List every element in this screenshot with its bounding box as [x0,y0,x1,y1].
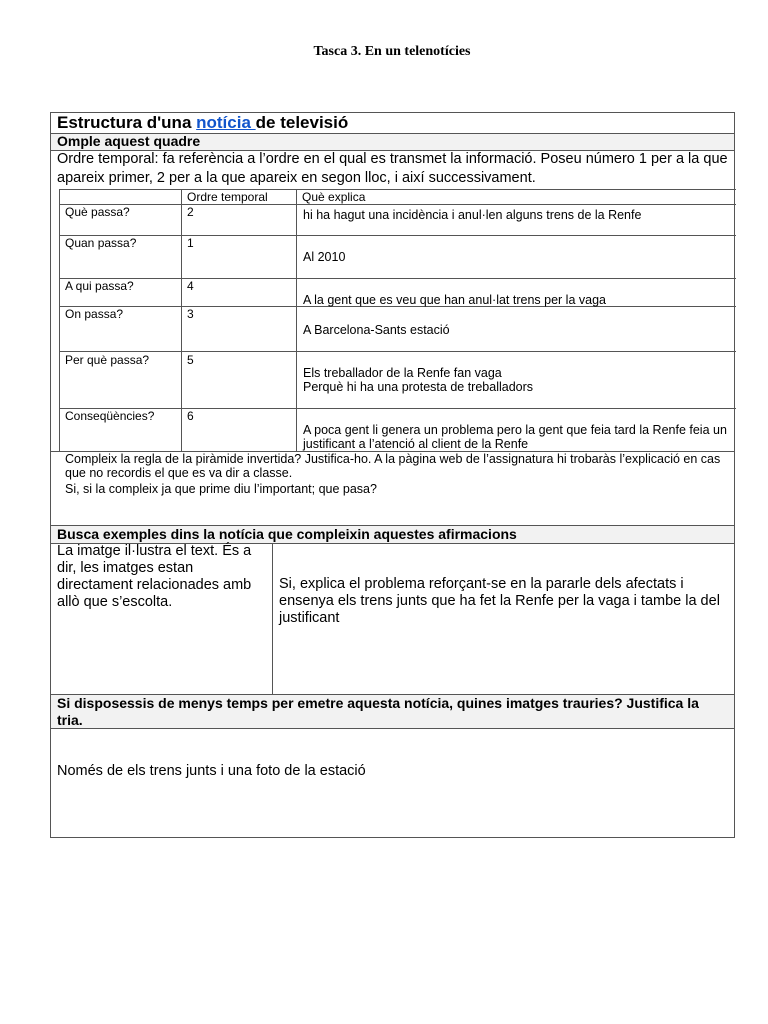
timeline-table [59,189,736,451]
heading-prefix: Estructura d'una [57,113,197,132]
table-rule [59,204,736,205]
table-rule [59,235,736,236]
table-rule [59,189,736,190]
table-rule [59,189,60,451]
section2-title: Busca exemples dins la notícia que compleixin aquestes afirmacions [57,526,517,542]
row-order: 5 [187,353,194,367]
row-question: On passa? [65,307,124,321]
section1-instructions: Ordre temporal: fa referència a l’ordre en el qual es transmet la informació. Poseu número 1 per a la que apareix primer, 2 per a la que apareix en segon lloc, i així successivament. [57,151,728,186]
table-rule [59,278,736,279]
pyramid-question: Compleix la regla de la piràmide invertida? Justifica-ho. A la pàgina web de l’assignatura hi trobaràs l’explicació en cas que no recordis el que es va dir a classe. [65,452,721,480]
row-question: Quan passa? [65,236,137,250]
divider [272,543,273,694]
table-rule [59,408,736,409]
page-title: Tasca 3. En un telenotícies [313,44,471,59]
row-question: Què passa? [65,205,130,219]
row-answer: A Barcelona-Sants estació [303,323,450,337]
row-answer: A la gent que es veu que han anul·lat trens per la vaga [303,293,606,307]
row-order: 1 [187,236,194,250]
table-rule [181,189,182,451]
form-heading [57,113,348,133]
section3-title: Si disposessis de menys temps per emetre aquesta notícia, quines imatges trauries? Justifica la tria. [57,695,699,728]
header-order: Ordre temporal [187,190,268,204]
table-rule [296,189,297,451]
row-question: Per què passa? [65,353,150,367]
row-order: 4 [187,279,194,293]
section2-answer: Si, explica el problema reforçant-se en la pararle dels afectats i ensenya els trens junts que ha fet la Renfe per la vaga i tambe la del justificant [279,576,720,626]
divider [51,728,734,729]
news-structure-form [50,112,735,838]
heading-suffix: de televisió [255,113,349,132]
row-answer: Al 2010 [303,250,346,264]
row-order: 2 [187,205,194,219]
row-answer-line: Els treballador de la Renfe fan vaga [303,366,502,380]
section1-title: Omple aquest quadre [57,133,201,149]
table-rule [59,351,736,352]
row-answer-line: Perquè hi ha una protesta de treballadors [303,380,534,394]
section2-statement: La imatge il·lustra el text. És a dir, les imatges estan directament relacionades amb allò que s’escolta. [57,543,252,610]
noticia-link[interactable]: notícia [196,113,256,132]
row-order: 3 [187,307,194,321]
pyramid-answer: Si, si la compleix ja que prime diu l’important; que pasa? [65,482,377,496]
row-answer: hi ha hagut una incidència i anul·len alguns trens de la Renfe [303,208,642,222]
row-question: Conseqüències? [65,409,155,423]
section3-answer: Només de els trens junts i una foto de la estació [57,763,366,779]
row-answer: A poca gent li genera un problema pero la gent que feia tard la Renfe feia un justificant a l’atenció al client de la Renfe [303,423,727,451]
header-explain: Què explica [302,190,366,204]
row-question: A qui passa? [65,279,134,293]
row-order: 6 [187,409,194,423]
